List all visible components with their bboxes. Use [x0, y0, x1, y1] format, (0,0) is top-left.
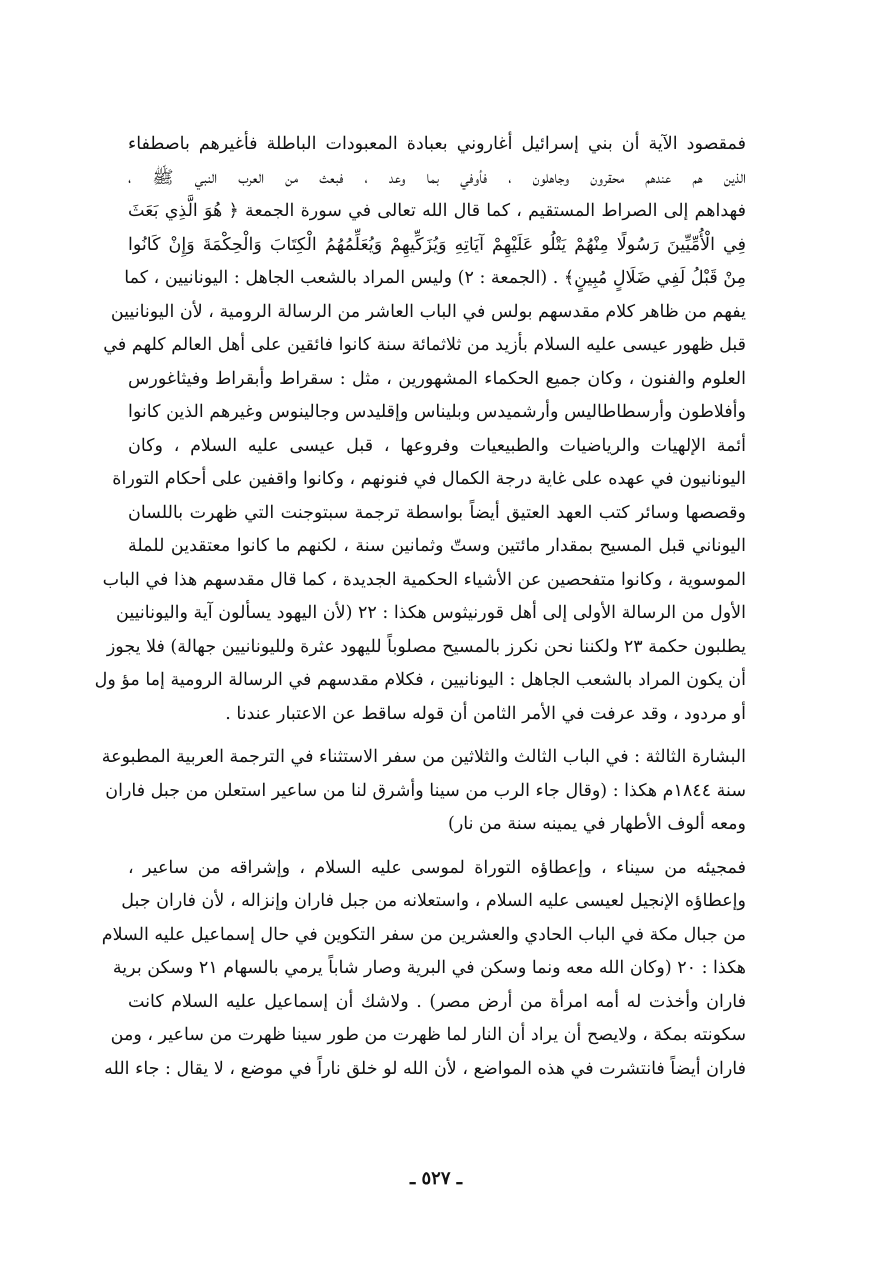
- text-line: الذين هم عندهم محقرون وجاهلون ، فأوفي بما وعد ، فبعث من العرب النبي ﷺ ،: [128, 167, 746, 188]
- text-line: سكونته بمكة ، ولايصح أن يراد أن النار لما ظهرت من طور سينا ظهرت من ساعير ، ومن: [110, 1025, 746, 1045]
- text-line: من جبال مكة في الباب الحادي والعشرين من سفر التكوين في حال إسماعيل عليه السلام: [101, 924, 746, 945]
- page-body: [94, 128, 746, 1086]
- text-line: هكذا : ٢٠ (وكان الله معه ونما وسكن في البرية وصار شاباً يرمي بالسهام ٢١ وسكن برية: [112, 958, 746, 978]
- text-line: فمجيئه من سيناء ، وإعطاؤه التوراة لموسى عليه السلام ، وإشراقه من ساعير ،: [128, 857, 746, 878]
- text-line: مِنْ قَبْلُ لَفِي ضَلَالٍ مُبِينٍ﴾ . (الجمعة : ٢) وليس المراد بالشعب الجاهل : اليونانيين ، كما: [124, 268, 746, 288]
- paragraph: [101, 852, 746, 1087]
- text-line: يفهم من ظاهر كلام مقدسهم بولس في الباب العاشر من الرسالة الرومية ، لأن اليونانيين: [110, 301, 746, 322]
- text-line: فِي الْأُمِّيِّينَ رَسُولًا مِنْهُمْ يَتْلُو عَلَيْهِمْ آيَاتِهِ وَيُزَكِّيهِمْ وَيُعَلِّمُهُمُ الْكِتَابَ وَالْحِكْمَةَ وَإِنْ كَانُوا: [128, 234, 746, 255]
- text-line: وقصصها وسائر كتب العهد العتيق أيضاً بواسطة ترجمة سبتوجنت التي ظهرت باللسان: [128, 502, 746, 523]
- text-line: البشارة الثالثة : في الباب الثالث والثلاثين من سفر الاستثناء في الترجمة العربية المطبوعة: [101, 747, 746, 767]
- paragraph: [101, 741, 746, 842]
- text-line: وأفلاطون وأرسطاطاليس وأرشميدس وبليناس وإقليدس وجالينوس وغيرهم الذين كانوا: [128, 402, 746, 422]
- text-line: أو مردود ، وقد عرفت في الأمر الثامن أن قوله ساقط عن الاعتبار عندنا .: [225, 703, 746, 724]
- text-line: فاران أيضاً فانتشرت في هذه المواضع ، لأن الله لو خلق ناراً في موضع ، لا يقال : جاء الله: [104, 1058, 746, 1079]
- text-line: فاران وأخذت له أمه امرأة من أرض مصر) . ولاشك أن إسماعيل عليه السلام كانت: [128, 991, 746, 1012]
- text-line: الأول من الرسالة الأولى إلى أهل قورنيثوس هكذا : ٢٢ (لأن اليهود يسألون آية واليونانيين: [116, 603, 746, 623]
- text-line: اليوناني قبل المسيح بمقدار مائتين وستّ وثمانين سنة ، لكنهم ما كانوا معتقدين للملة: [128, 536, 746, 556]
- paragraph: [94, 128, 746, 731]
- text-line: وإعطاؤه الإنجيل لعيسى عليه السلام ، واستعلانه من جبل فاران وإنزاله ، لأن فاران جبل: [121, 891, 746, 911]
- text-line: يطلبون حكمة ٢٣ ولكننا نحن نكرز بالمسيح مصلوباً لليهود عثرة ولليونانيين جهالة) فلا يجوز: [106, 636, 746, 657]
- text-line: العلوم والفنون ، وكان جميع الحكماء المشهورين ، مثل : سقراط وأبقراط وفيثاغورس: [128, 368, 746, 389]
- text-line: ومعه ألوف الأطهار في يمينه سنة من نار): [448, 814, 746, 834]
- text-line: اليونانيون في عهده على غاية درجة الكمال في فنونهم ، وكانوا واقفين على أحكام التوراة: [112, 469, 746, 489]
- text-line: الموسوية ، وكانوا متفحصين عن الأشياء الحكمية الجديدة ، كما قال مقدسهم هذا في الباب: [102, 569, 746, 590]
- text-line: أئمة الإلهيات والرياضيات والطبيعيات وفروعها ، قبل عيسى عليه السلام ، وكان: [128, 435, 746, 456]
- page-number: ـ ٥٢٧ ـ: [409, 1168, 463, 1189]
- text-line: قبل ظهور عيسى عليه السلام بأزيد من ثلاثمائة سنة كانوا فائقين على أهل العالم كلهم في: [103, 335, 746, 355]
- text-line: سنة ١٨٤٤م هكذا : (وقال جاء الرب من سينا وأشرق لنا من ساعير استعلن من جبل فاران: [105, 780, 746, 801]
- text-line: فهداهم إلى الصراط المستقيم ، كما قال الله تعالى في سورة الجمعة ﴿ هُوَ الَّذِي بَعَثَ: [128, 201, 746, 221]
- text-line: فمقصود الآية أن بني إسرائيل أغاروني بعبادة المعبودات الباطلة فأغيرهم باصطفاء: [128, 134, 746, 154]
- text-line: أن يكون المراد بالشعب الجاهل : اليونانيين ، فكلام مقدسهم في الرسالة الرومية إما مؤ ول: [94, 670, 746, 690]
